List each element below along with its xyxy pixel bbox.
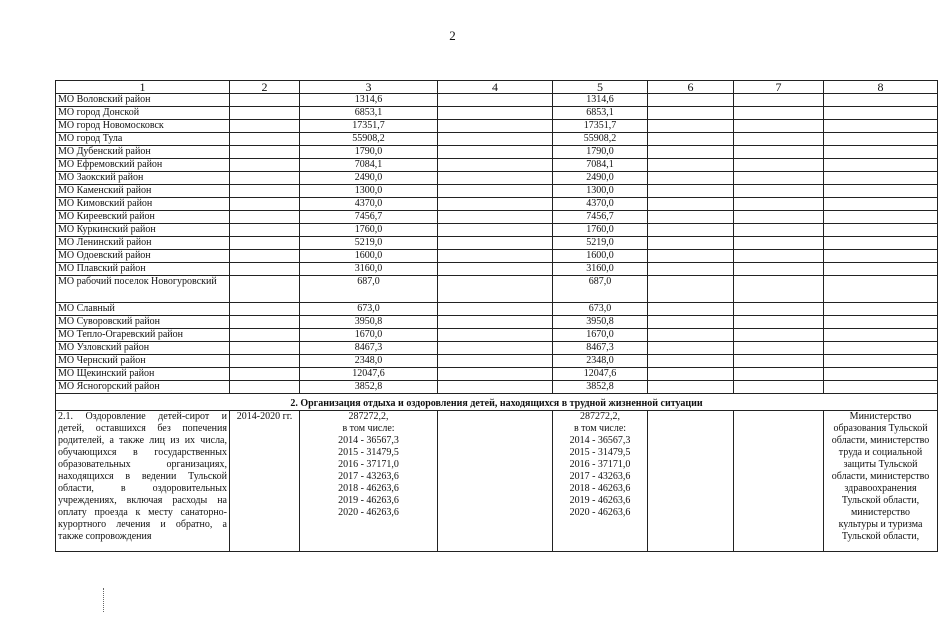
regional-funding-cell: 3950,8: [553, 316, 648, 329]
funding-cell: [438, 316, 553, 329]
funding-cell: [734, 411, 824, 552]
funding-cell: [734, 198, 824, 211]
total-funding-cell: 6853,1: [300, 107, 438, 120]
funding-line: 2014 - 36567,3: [569, 435, 631, 446]
funding-cell: [438, 185, 553, 198]
funding-cell: [734, 316, 824, 329]
municipality-name: МО Щекинский район: [56, 368, 230, 381]
executor-line: министерство: [850, 507, 911, 518]
table-row: [56, 159, 938, 172]
executor-cell: [824, 107, 938, 120]
funding-line: 2020 - 46263,6: [338, 507, 399, 518]
table-row: [56, 146, 938, 159]
description-line: также сопровождения: [58, 531, 152, 542]
period-cell: [230, 224, 300, 237]
funding-cell: [734, 94, 824, 107]
funding-cell: [438, 355, 553, 368]
funding-cell: [438, 263, 553, 276]
municipality-name: МО Кимовский район: [56, 198, 230, 211]
funding-cell: [648, 329, 734, 342]
period-cell: [230, 250, 300, 263]
funding-cell: [734, 224, 824, 237]
funding-cell: [438, 224, 553, 237]
funding-cell: [648, 263, 734, 276]
table-row: [56, 172, 938, 185]
regional-funding-cell: 1314,6: [553, 94, 648, 107]
header-cell: 3: [300, 81, 438, 94]
table-row: [56, 316, 938, 329]
header-cell: 8: [824, 81, 938, 94]
executor-cell: [824, 224, 938, 237]
period-cell: [230, 107, 300, 120]
regional-funding-cell: 687,0: [553, 276, 648, 303]
table-row: [56, 237, 938, 250]
total-funding-cell: 8467,3: [300, 342, 438, 355]
municipality-name: МО город Донской: [56, 107, 230, 120]
funding-cell: [734, 185, 824, 198]
funding-line: 2016 - 37171,0: [569, 459, 631, 470]
item-total-funding: [300, 411, 438, 552]
item-row: [56, 411, 938, 552]
table-row: [56, 276, 938, 303]
total-funding-cell: 1670,0: [300, 329, 438, 342]
period-cell: [230, 133, 300, 146]
section-row: [56, 394, 938, 411]
executor-cell: [824, 263, 938, 276]
table-row: [56, 329, 938, 342]
period-cell: [230, 211, 300, 224]
funding-cell: [734, 263, 824, 276]
total-funding-cell: 17351,7: [300, 120, 438, 133]
funding-cell: [648, 368, 734, 381]
period-cell: [230, 146, 300, 159]
total-funding-cell: 1600,0: [300, 250, 438, 263]
municipality-name: МО Плавский район: [56, 263, 230, 276]
table-row: [56, 303, 938, 316]
header-row: [56, 81, 938, 94]
table-row: [56, 342, 938, 355]
municipality-name: МО Узловский район: [56, 342, 230, 355]
municipality-name: МО Тепло-Огаревский район: [56, 329, 230, 342]
total-funding-cell: 3852,8: [300, 381, 438, 394]
table-row: [56, 368, 938, 381]
funding-cell: [438, 146, 553, 159]
funding-line: 287272,2,: [580, 411, 620, 422]
executor-cell: [824, 211, 938, 224]
executor-cell: [824, 172, 938, 185]
funding-cell: [734, 172, 824, 185]
municipality-name: МО Куркинский район: [56, 224, 230, 237]
municipality-name: МО Ефремовский район: [56, 159, 230, 172]
total-funding-cell: 673,0: [300, 303, 438, 316]
description-line: детей, оставшихся без попечения: [58, 423, 227, 434]
header-cell: 1: [56, 81, 230, 94]
executor-line: Тульской области,: [841, 531, 920, 542]
period-cell: [230, 303, 300, 316]
total-funding-cell: 1300,0: [300, 185, 438, 198]
executor-line: области, министерство: [831, 435, 930, 446]
funding-cell: [734, 381, 824, 394]
header-cell: 2: [230, 81, 300, 94]
executor-cell: [824, 94, 938, 107]
executor-cell: [824, 276, 938, 303]
table-row: [56, 120, 938, 133]
municipality-name: МО город Новомосковск: [56, 120, 230, 133]
period-cell: [230, 368, 300, 381]
period-cell: [230, 159, 300, 172]
regional-funding-cell: 6853,1: [553, 107, 648, 120]
funding-cell: [438, 237, 553, 250]
funding-cell: [648, 381, 734, 394]
municipality-name: МО Ясногорский район: [56, 381, 230, 394]
funding-line: 2020 - 46263,6: [569, 507, 631, 518]
total-funding-cell: 4370,0: [300, 198, 438, 211]
funding-line: 287272,2,: [348, 411, 389, 422]
period-cell: [230, 263, 300, 276]
period-cell: [230, 355, 300, 368]
executor-line: труда и социальной: [838, 447, 923, 458]
municipality-name: МО Ленинский район: [56, 237, 230, 250]
funding-line: 2015 - 31479,5: [569, 447, 631, 458]
regional-funding-cell: 1790,0: [553, 146, 648, 159]
period-cell: [230, 198, 300, 211]
period-cell: [230, 237, 300, 250]
total-funding-cell: 7084,1: [300, 159, 438, 172]
table-row: [56, 185, 938, 198]
funding-cell: [734, 342, 824, 355]
funding-cell: [648, 342, 734, 355]
executor-line: здравоохранения: [844, 483, 917, 494]
regional-funding-cell: 55908,2: [553, 133, 648, 146]
total-funding-cell: 12047,6: [300, 368, 438, 381]
funding-line: 2017 - 43263,6: [338, 471, 399, 482]
item-executor: [824, 411, 938, 552]
executor-cell: [824, 316, 938, 329]
executor-cell: [824, 185, 938, 198]
header-cell: 6: [648, 81, 734, 94]
item-description: [56, 411, 230, 552]
executor-cell: [824, 120, 938, 133]
page-number: 2: [449, 28, 456, 43]
funding-cell: [438, 381, 553, 394]
period-cell: [230, 316, 300, 329]
funding-cell: [648, 94, 734, 107]
regional-funding-cell: 7456,7: [553, 211, 648, 224]
funding-cell: [734, 159, 824, 172]
municipality-name: МО Каменский район: [56, 185, 230, 198]
executor-cell: [824, 355, 938, 368]
funding-cell: [648, 107, 734, 120]
funding-cell: [648, 211, 734, 224]
funding-cell: [648, 303, 734, 316]
executor-line: Министерство: [849, 411, 912, 422]
executor-cell: [824, 250, 938, 263]
funding-cell: [648, 185, 734, 198]
executor-cell: [824, 146, 938, 159]
regional-funding-cell: 2490,0: [553, 172, 648, 185]
regional-funding-cell: 7084,1: [553, 159, 648, 172]
funding-cell: [438, 342, 553, 355]
regional-funding-cell: 1760,0: [553, 224, 648, 237]
regional-funding-cell: 3160,0: [553, 263, 648, 276]
funding-cell: [438, 411, 553, 552]
description-line: учреждениях, включая расходы на: [58, 495, 227, 506]
margin-mark: [103, 588, 106, 612]
funding-cell: [648, 237, 734, 250]
funding-cell: [438, 94, 553, 107]
period-cell: [230, 381, 300, 394]
total-funding-cell: 3160,0: [300, 263, 438, 276]
funding-cell: [734, 368, 824, 381]
period-cell: [230, 342, 300, 355]
period-cell: [230, 94, 300, 107]
municipality-name: МО Дубенский район: [56, 146, 230, 159]
funding-cell: [438, 303, 553, 316]
table-row: [56, 198, 938, 211]
executor-cell: [824, 368, 938, 381]
period-cell: [230, 172, 300, 185]
funding-cell: [648, 250, 734, 263]
municipality-name: МО Суворовский район: [56, 316, 230, 329]
funding-line: 2018 - 46263,6: [569, 483, 631, 494]
funding-cell: [648, 133, 734, 146]
funding-cell: [438, 133, 553, 146]
funding-cell: [734, 146, 824, 159]
funding-cell: [438, 250, 553, 263]
municipality-name: МО Чернский район: [56, 355, 230, 368]
funding-cell: [734, 329, 824, 342]
total-funding-cell: 2490,0: [300, 172, 438, 185]
regional-funding-cell: 4370,0: [553, 198, 648, 211]
executor-line: образования Тульской: [833, 423, 928, 434]
executor-line: Тульской области,: [841, 495, 920, 506]
municipality-name: МО Славный: [56, 303, 230, 316]
regional-funding-cell: 1300,0: [553, 185, 648, 198]
executor-cell: [824, 342, 938, 355]
regional-funding-cell: 1600,0: [553, 250, 648, 263]
funding-cell: [648, 224, 734, 237]
funding-cell: [734, 211, 824, 224]
funding-line: 2017 - 43263,6: [569, 471, 631, 482]
funding-cell: [438, 159, 553, 172]
funding-cell: [648, 411, 734, 552]
total-funding-cell: 1314,6: [300, 94, 438, 107]
municipality-name: МО город Тула: [56, 133, 230, 146]
table-row: [56, 263, 938, 276]
description-line: находящихся в ведении Тульской: [58, 471, 227, 482]
total-funding-cell: 1790,0: [300, 146, 438, 159]
table-row: [56, 211, 938, 224]
table-row: [56, 355, 938, 368]
table-row: [56, 381, 938, 394]
regional-funding-cell: 17351,7: [553, 120, 648, 133]
funding-cell: [734, 250, 824, 263]
funding-cell: [438, 198, 553, 211]
funding-cell: [734, 276, 824, 303]
funding-cell: [648, 316, 734, 329]
regional-funding-cell: 5219,0: [553, 237, 648, 250]
funding-cell: [438, 211, 553, 224]
period-cell: [230, 120, 300, 133]
period-cell: [230, 185, 300, 198]
table-row: [56, 224, 938, 237]
funding-cell: [734, 303, 824, 316]
funding-cell: [648, 120, 734, 133]
executor-cell: [824, 237, 938, 250]
funding-line: 2015 - 31479,5: [338, 447, 399, 458]
funding-line: 2019 - 46263,6: [569, 495, 631, 506]
table-row: [56, 94, 938, 107]
funding-cell: [648, 198, 734, 211]
municipality-name: МО Воловский район: [56, 94, 230, 107]
executor-line: защиты Тульской: [843, 459, 918, 470]
table-row: [56, 133, 938, 146]
budget-table: [55, 80, 938, 552]
funding-line: в том числе:: [342, 423, 395, 434]
total-funding-cell: 687,0: [300, 276, 438, 303]
funding-cell: [438, 107, 553, 120]
period-cell: [230, 329, 300, 342]
regional-funding-cell: 3852,8: [553, 381, 648, 394]
description-line: области, в оздоровительных: [58, 483, 227, 494]
description-line: обучающихся в государственных: [58, 447, 227, 458]
description-line: оплату проезда к месту санаторно-: [58, 507, 227, 518]
municipality-name: МО рабочий поселок Новогуровский: [56, 276, 230, 303]
municipality-name: МО Заокский район: [56, 172, 230, 185]
header-cell: 4: [438, 81, 553, 94]
funding-cell: [734, 237, 824, 250]
funding-cell: [648, 159, 734, 172]
executor-cell: [824, 329, 938, 342]
total-funding-cell: 7456,7: [300, 211, 438, 224]
funding-line: 2019 - 46263,6: [338, 495, 399, 506]
funding-cell: [438, 276, 553, 303]
funding-cell: [648, 146, 734, 159]
description-line: родителей, а также лиц из их числа,: [58, 435, 227, 446]
funding-cell: [734, 120, 824, 133]
funding-cell: [734, 355, 824, 368]
regional-funding-cell: 673,0: [553, 303, 648, 316]
description-line: курортного лечения и обратно, а: [58, 519, 227, 530]
item-regional-funding: [553, 411, 648, 552]
municipality-name: МО Одоевский район: [56, 250, 230, 263]
regional-funding-cell: 2348,0: [553, 355, 648, 368]
funding-cell: [438, 172, 553, 185]
funding-cell: [734, 133, 824, 146]
total-funding-cell: 3950,8: [300, 316, 438, 329]
funding-cell: [438, 368, 553, 381]
total-funding-cell: 5219,0: [300, 237, 438, 250]
regional-funding-cell: 1670,0: [553, 329, 648, 342]
executor-line: культуры и туризма: [838, 519, 923, 530]
executor-cell: [824, 198, 938, 211]
item-period: 2014-2020 гг.: [230, 411, 300, 552]
table-row: [56, 250, 938, 263]
period-cell: [230, 276, 300, 303]
funding-cell: [734, 107, 824, 120]
funding-line: 2018 - 46263,6: [338, 483, 399, 494]
description-line: 2.1. Оздоровление детей-сирот и: [58, 411, 227, 422]
section-title: 2. Организация отдыха и оздоровления детей, находящихся в трудной жизненной ситуации: [56, 394, 938, 411]
funding-line: в том числе:: [573, 423, 627, 434]
funding-cell: [648, 276, 734, 303]
funding-cell: [438, 120, 553, 133]
municipality-name: МО Киреевский район: [56, 211, 230, 224]
funding-cell: [648, 172, 734, 185]
regional-funding-cell: 12047,6: [553, 368, 648, 381]
regional-funding-cell: 8467,3: [553, 342, 648, 355]
header-cell: 7: [734, 81, 824, 94]
executor-cell: [824, 133, 938, 146]
executor-cell: [824, 303, 938, 316]
table-row: [56, 107, 938, 120]
total-funding-cell: 1760,0: [300, 224, 438, 237]
funding-line: 2014 - 36567,3: [338, 435, 399, 446]
executor-cell: [824, 381, 938, 394]
description-line: образовательных организациях,: [58, 459, 227, 470]
executor-cell: [824, 159, 938, 172]
funding-cell: [438, 329, 553, 342]
funding-line: 2016 - 37171,0: [338, 459, 399, 470]
total-funding-cell: 2348,0: [300, 355, 438, 368]
total-funding-cell: 55908,2: [300, 133, 438, 146]
header-cell: 5: [553, 81, 648, 94]
executor-line: области, министерство: [831, 471, 930, 482]
funding-cell: [648, 355, 734, 368]
